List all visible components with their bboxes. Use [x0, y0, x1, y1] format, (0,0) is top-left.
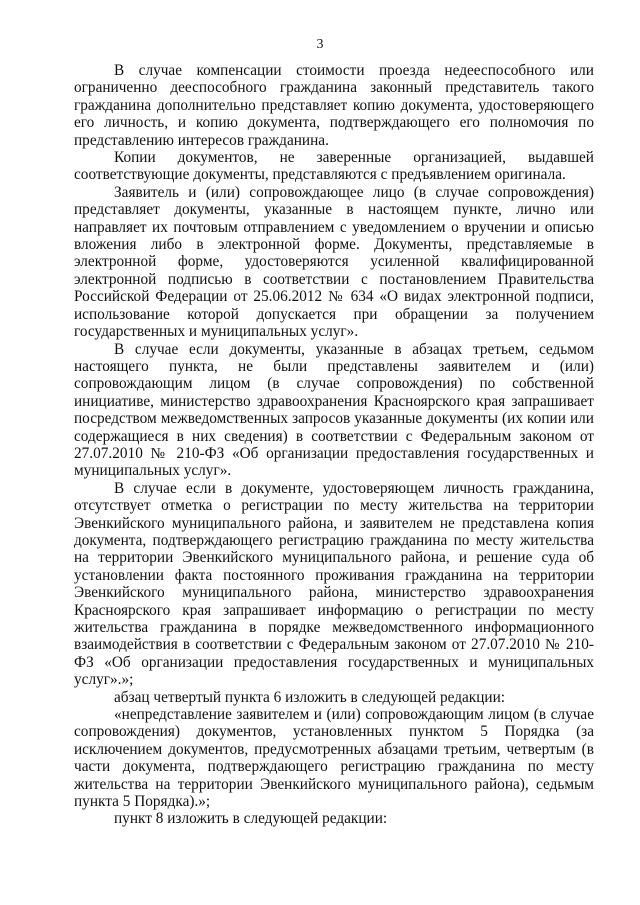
paragraph-interagency-requests: В случае если документы, указанные в абзацах третьем, седьмом настоящего пункта, не были представлены заявителем и (или) сопровождающим лицом (в случае сопровождения) по собственной инициативе, министерство здравоохранения Красноярского края запрашивает посредством межведомственных запросов указанные документы (их копии или содержащиеся в них сведения) в соответствии с Федеральным законом от 27.07.2010 № 210-ФЗ «Об организации предоставления государственных и муниципальных услуг». — [74, 340, 594, 480]
paragraph-amended-text: «непредставление заявителем и (или) сопровождающим лицом (в случае сопровождения) документов, установленных пунктом 5 Порядка (за исключением документов, предусмотренных абзацами третьим, четвертым (в части документа, подтверждающего регистрацию гражданина по месту жительства на территории Эвенкийского муниципального района), седьмым пункта 5 Порядка).»; — [74, 706, 594, 811]
document-body — [74, 62, 594, 828]
paragraph-registration-check: В случае если в документе, удостоверяющем личность гражданина, отсутствует отметка о регистрации по месту жительства на территории Эвенкийского муниципального района, и заявителем не представлена копия документа, подтверждающего регистрацию гражданина по месту жительства на территории Эвенкийского муниципального района, и решение суда об установлении факта постоянного проживания гражданина на территории Эвенкийского муниципального района, министерство здравоохранения Красноярского края запрашивает информацию о регистрации по месту жительства гражданина в порядке межведомственного информационного взаимодействия в соответствии с Федеральным законом от 27.07.2010 № 210-ФЗ «Об организации предоставления государственных и муниципальных услуг».»; — [74, 479, 594, 689]
paragraph-legal-representative: В случае компенсации стоимости проезда недееспособного или ограниченно дееспособного гражданина законный представитель такого гражданина дополнительно представляет копию документа, удостоверяющего его личность, и копию документа, подтверждающего его полномочия по представлению интересов гражданина. — [74, 62, 594, 149]
paragraph-amend-clause-8: пункт 8 изложить в следующей редакции: — [114, 810, 388, 828]
paragraph-amend-clause-6: абзац четвертый пункта 6 изложить в следующей редакции: — [114, 688, 506, 706]
page-number: 3 — [316, 37, 324, 52]
paragraph-document-copies: Копии документов, не заверенные организацией, выдавшей соответствующие документы, представляются с предъявлением оригинала. — [74, 149, 594, 184]
paragraph-submission-method: Заявитель и (или) сопровождающее лицо (в случае сопровождения) представляет документы, указанные в настоящем пункте, лично или направляет их почтовым отправлением с уведомлением о вручении и описью вложения либо в электронной форме. Документы, представляемые в электронной форме, удостоверяются усиленной квалифицированной электронной подписью в соответствии с постановлением Правительства Российской Федерации от 25.06.2012 № 634 «О видах электронной подписи, использование которой допускается при обращении за получением государственных и муниципальных услуг». — [74, 183, 594, 341]
